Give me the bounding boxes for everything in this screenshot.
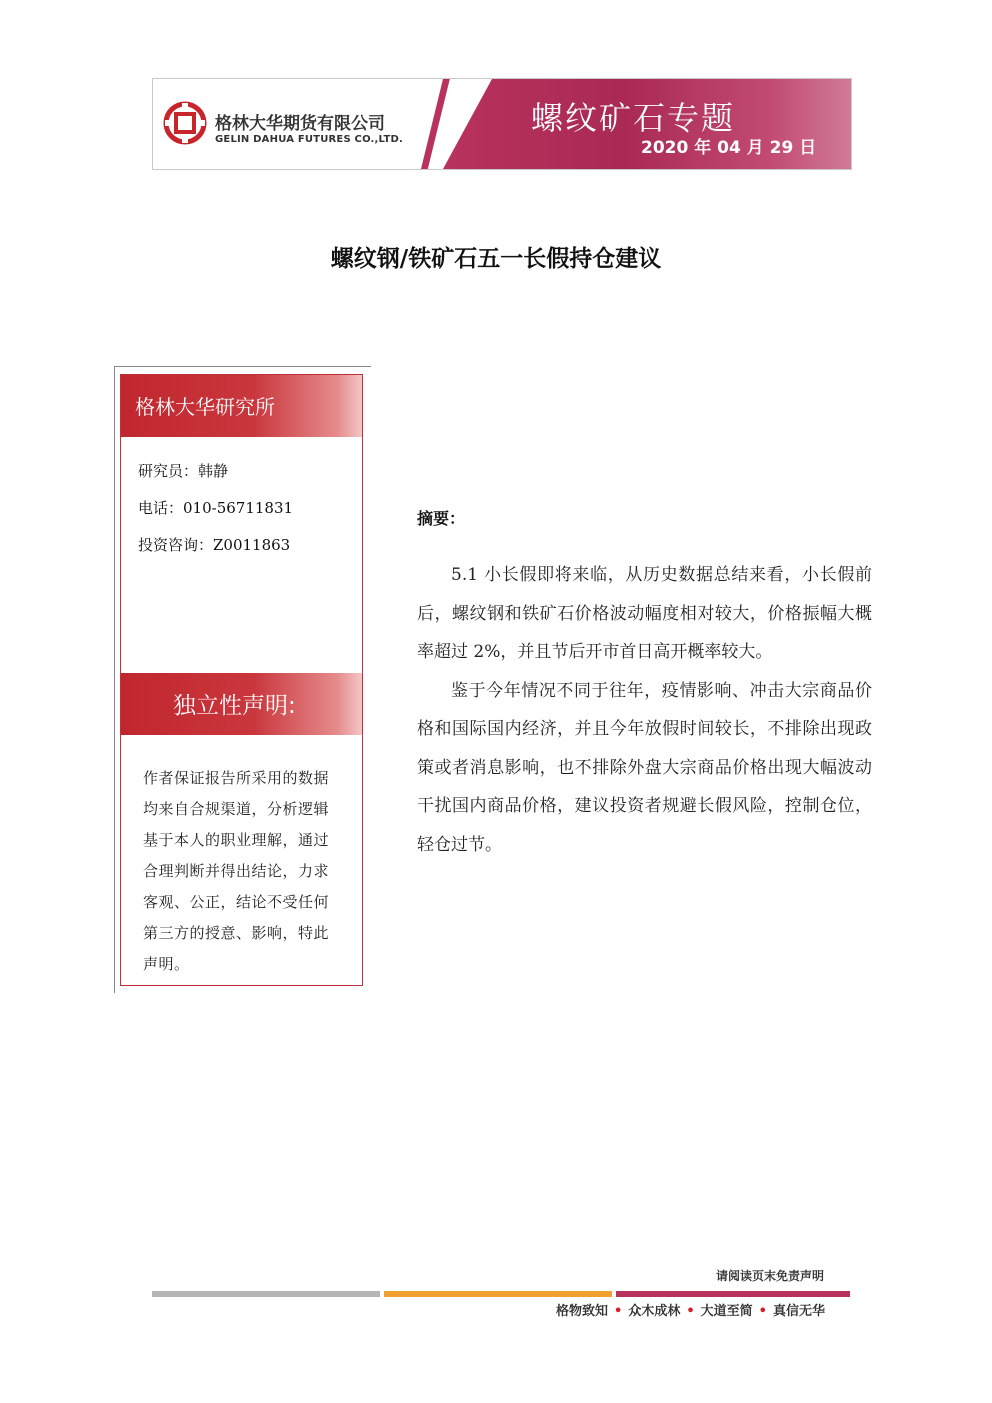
bullet-icon: •	[614, 1304, 623, 1319]
footer-bar-orange	[384, 1291, 612, 1297]
footer-bar-gray	[152, 1291, 380, 1297]
abstract-paragraph: 鉴于今年情况不同于往年，疫情影响、冲击大宗商品价格和国际国内经济，并且今年放假时间较长，不排除出现政策或者消息影响，也不排除外盘大宗商品价格出现大幅波动干扰国内商品价格，建议投资者规避长假风险，控制仓位，轻仓过节。	[417, 680, 872, 855]
bullet-icon: •	[758, 1304, 767, 1319]
page-title: 螺纹钢/铁矿石五一长假持仓建议	[330, 245, 662, 272]
bullet-icon: •	[686, 1304, 695, 1319]
declaration-title: 独立性声明:	[173, 693, 296, 719]
motto-item: 格物致知	[556, 1304, 609, 1319]
footer-bar-red	[616, 1291, 850, 1297]
institute-name: 格林大华研究所	[135, 395, 275, 419]
phone-line: 电话：010-56711831	[138, 499, 294, 517]
company-logo-icon	[163, 101, 207, 145]
header-banner	[152, 78, 852, 170]
researcher-line: 研究员：韩静	[138, 462, 229, 480]
declaration-header	[121, 673, 362, 735]
institute-header	[121, 375, 362, 437]
company-name-cn: 格林大华期货有限公司	[215, 114, 385, 134]
footer-motto	[556, 1300, 825, 1319]
report-type: 螺纹矿石专题	[531, 99, 736, 137]
company-name-en: GELIN DAHUA FUTURES CO.,LTD.	[215, 134, 403, 145]
motto-item: 大道至简	[700, 1304, 753, 1319]
abstract-paragraph: 5.1 小长假即将来临，从历史数据总结来看，小长假前后，螺纹钢和铁矿石价格波动幅度相对较大，价格振幅大概率超过 2%，并且节后开市首日高开概率较大。	[417, 565, 872, 662]
motto-item: 众木成林	[628, 1304, 681, 1319]
abstract-label: 摘要：	[417, 509, 466, 528]
disclaimer-note: 请阅读页末免责声明	[716, 1269, 825, 1283]
abstract-body	[417, 556, 872, 864]
declaration-text: 作者保证报告所采用的数据均来自合规渠道，分析逻辑基于本人的职业理解，通过合理判断并得出结论，力求客观、公正，结论不受任何第三方的授意、影响，特此声明。	[143, 769, 330, 973]
license-line: 投资咨询：Z0011863	[138, 536, 291, 554]
report-date: 2020 年 04 月 29 日	[641, 138, 817, 158]
motto-item: 真信无华	[772, 1304, 825, 1319]
